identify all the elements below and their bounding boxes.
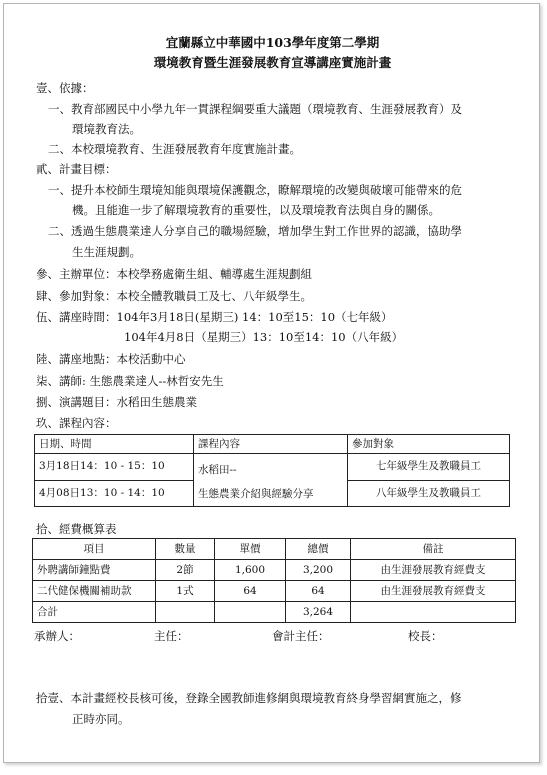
course-table <box>34 434 510 507</box>
course-date-cell: 4月08日13：10 - 14：10 <box>35 480 194 507</box>
budget-unit-cell: 1,600 <box>215 560 286 581</box>
section-5-time: 伍、講座時間：104年3月18日(星期三) 14：10至15：10（七年級） <box>36 310 393 324</box>
course-content-line2: 生態農業介紹與經驗分享 <box>198 488 314 500</box>
budget-note-cell: 由生涯發展教育經費支 <box>351 581 516 602</box>
budget-note-cell: 由生涯發展教育經費支 <box>351 560 516 581</box>
course-header-audience: 參加對象 <box>348 435 510 454</box>
section-5-time-cont: 104年4月8日（星期三）13：10至14：10（八年級） <box>124 330 404 344</box>
budget-item-cell: 二代健保機關補助款 <box>33 581 156 602</box>
closing-line2: 正時亦同。 <box>72 712 130 726</box>
section-3-organizer: 參、主辦單位：本校學務處衛生組、輔導處生涯規劃組 <box>36 267 312 281</box>
course-date-cell: 3月18日14：10 - 15：10 <box>35 454 194 481</box>
section-2-item-2-cont: 生生涯規劃。 <box>72 245 141 259</box>
table-row <box>33 581 516 602</box>
signature-principal: 校長： <box>408 629 443 643</box>
table-row <box>33 602 516 623</box>
course-header-date: 日期、時間 <box>35 435 194 454</box>
budget-unit-cell: 64 <box>215 581 286 602</box>
signature-accounting: 會計主任： <box>272 629 330 643</box>
course-content-line1: 水稻田-- <box>198 464 237 476</box>
budget-header-qty: 數量 <box>156 539 215 560</box>
course-audience-cell: 八年級學生及教職員工 <box>348 480 510 507</box>
course-audience-cell: 七年級學生及教職員工 <box>348 454 510 481</box>
budget-sum-empty-unit <box>215 602 286 623</box>
budget-sum-label: 合計 <box>33 602 156 623</box>
course-content-cell <box>194 454 348 507</box>
section-2-item-2: 二、透過生態農業達人分享自己的職場經驗，增加學生對工作世界的認識，協助學 <box>48 224 462 238</box>
budget-header-item: 項目 <box>33 539 156 560</box>
section-9-heading: 玖、課程內容： <box>36 416 117 430</box>
section-1-heading: 壹、依據： <box>36 81 94 95</box>
section-2-heading: 貳、計畫目標： <box>36 162 117 176</box>
document-page <box>3 3 540 763</box>
doc-title-line2: 環境教育暨生涯發展教育宣導講座實施計畫 <box>153 55 392 70</box>
section-2-item-1: 一、提升本校師生環境知能與環境保護觀念，瞭解環境的改變與破壞可能帶來的危 <box>48 183 462 197</box>
closing-line1: 拾壹、本計畫經校長核可後，登錄全國教師進修網與環境教育終身學習網實施之，修 <box>36 691 462 705</box>
table-row <box>33 560 516 581</box>
table-row <box>35 454 510 481</box>
budget-qty-cell: 1式 <box>156 581 215 602</box>
signature-director: 主任： <box>154 629 189 643</box>
budget-total-cell: 64 <box>286 581 351 602</box>
course-header-content: 課程內容 <box>194 435 348 454</box>
section-7-speaker: 柒、講師: 生態農業達人--林哲安先生 <box>36 374 224 388</box>
budget-total-cell: 3,200 <box>286 560 351 581</box>
section-2-item-1-cont: 機。且能進一步了解環境教育的重要性，以及環境教育法與自身的關係。 <box>72 203 440 217</box>
section-10-heading: 拾、經費概算表 <box>36 522 117 536</box>
budget-sum-total: 3,264 <box>286 602 351 623</box>
signature-handler: 承辦人： <box>34 629 80 643</box>
budget-sum-empty-note <box>351 602 516 623</box>
section-1-item-1-cont: 環境教育法。 <box>72 122 141 136</box>
table-row <box>35 435 510 454</box>
budget-item-cell: 外聘講師鐘點費 <box>33 560 156 581</box>
section-8-topic: 捌、演講題目：水稻田生態農業 <box>36 395 197 409</box>
section-1-item-1: 一、教育部國民中小學九年一貫課程綱要重大議題（環境教育、生涯發展教育）及 <box>48 102 462 116</box>
budget-qty-cell: 2節 <box>156 560 215 581</box>
section-6-location: 陸、講座地點：本校活動中心 <box>36 352 186 366</box>
budget-table <box>32 538 516 623</box>
table-row <box>33 539 516 560</box>
section-1-item-2: 二、本校環境教育、生涯發展教育年度實施計畫。 <box>48 142 301 156</box>
budget-header-unit: 單價 <box>215 539 286 560</box>
section-4-participants: 肆、參加對象：本校全體教職員工及七、八年級學生。 <box>36 289 312 303</box>
doc-title-line1: 宜蘭縣立中華國中103學年度第二學期 <box>165 35 380 50</box>
budget-header-total: 總價 <box>286 539 351 560</box>
budget-header-note: 備註 <box>351 539 516 560</box>
budget-sum-empty-qty <box>156 602 215 623</box>
